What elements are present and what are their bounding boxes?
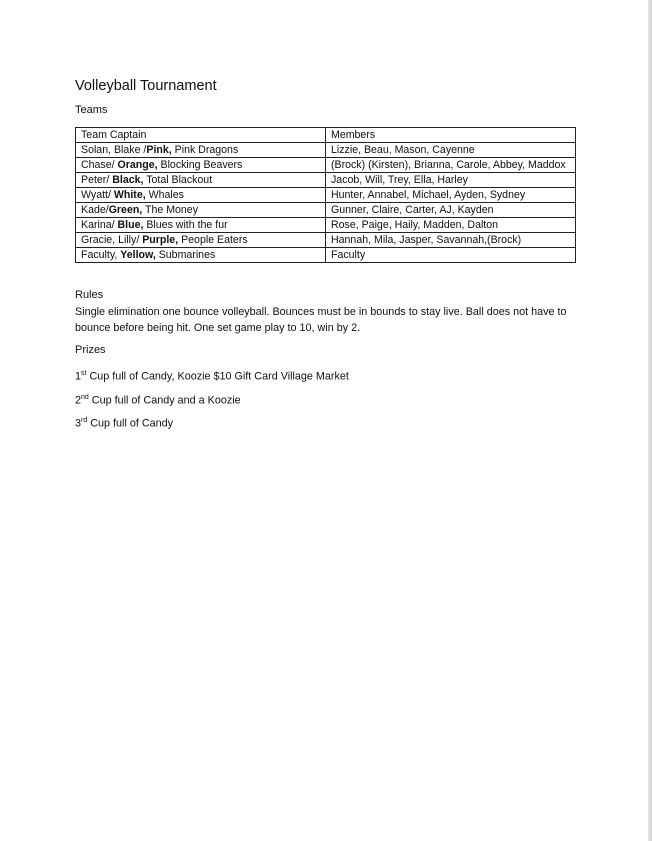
table-row [76, 143, 576, 158]
team-name: Blues with the fur [143, 219, 228, 231]
team-color: Green, [108, 204, 143, 216]
team-color: White, [113, 189, 146, 201]
captain-cell [76, 203, 326, 218]
prize-third [75, 417, 575, 430]
team-color: Black, [112, 174, 144, 186]
team-color: Orange, [117, 159, 158, 171]
captain-names: Faculty, [81, 249, 121, 261]
team-name: Whales [145, 189, 184, 201]
team-color: Pink, [146, 144, 172, 156]
members-cell: Lizzie, Beau, Mason, Cayenne [326, 143, 576, 158]
members-cell: Hannah, Mila, Jasper, Savannah,(Brock) [326, 233, 576, 248]
team-name: The Money [142, 204, 198, 216]
captain-cell [76, 233, 326, 248]
captain-cell [76, 158, 326, 173]
members-cell: Jacob, Will, Trey, Ella, Harley [326, 173, 576, 188]
team-color: Purple, [142, 234, 179, 246]
page-edge [648, 0, 652, 841]
prize-text: Cup full of Candy and a Koozie [88, 394, 241, 407]
captain-names: Peter/ [81, 174, 113, 186]
team-color: Yellow, [120, 249, 156, 261]
rules-heading: Rules [75, 289, 104, 301]
table-row [76, 218, 576, 233]
prize-ordinal: nd [81, 393, 89, 401]
team-name: Pink Dragons [171, 144, 239, 156]
members-cell: Faculty [326, 248, 576, 263]
captain-cell [76, 188, 326, 203]
captain-names: Chase/ [81, 159, 118, 171]
team-color: Blue, [117, 219, 144, 231]
document-body [75, 78, 575, 441]
prize-number: 1 [75, 370, 82, 383]
document-title: Volleyball Tournament [75, 78, 217, 94]
members-cell: Rose, Paige, Haily, Madden, Dalton [326, 218, 576, 233]
members-cell: Hunter, Annabel, Michael, Ayden, Sydney [326, 188, 576, 203]
captain-cell [76, 173, 326, 188]
members-cell: Gunner, Claire, Carter, AJ, Kayden [326, 203, 576, 218]
teams-table [75, 127, 576, 263]
table-row [76, 233, 576, 248]
prize-first [75, 370, 575, 383]
team-name: Blocking Beavers [157, 159, 243, 171]
prize-ordinal: rd [81, 417, 88, 425]
captain-cell [76, 248, 326, 263]
header-team-captain: Team Captain [76, 128, 326, 143]
teams-heading: Teams [75, 104, 108, 116]
table-row [76, 158, 576, 173]
prizes-heading: Prizes [75, 344, 106, 356]
table-row [76, 203, 576, 218]
captain-names: Kade/ [81, 204, 109, 216]
prize-number: 3 [75, 417, 82, 430]
rules-text: Single elimination one bounce volleyball. Bounces must be in bounds to stay live. Ball does not have to bounce before being hit. One set game play to 10, win by 2. [75, 306, 567, 334]
prize-text: Cup full of Candy, Koozie $10 Gift Card Village Market [86, 370, 349, 383]
captain-names: Solan, Blake / [81, 144, 147, 156]
captain-names: Wyatt/ [81, 189, 114, 201]
table-row [76, 248, 576, 263]
table-row [76, 173, 576, 188]
team-name: People Eaters [178, 234, 248, 246]
team-name: Submarines [155, 249, 216, 261]
prize-second [75, 394, 575, 407]
captain-names: Gracie, Lilly/ [81, 234, 143, 246]
prize-ordinal: st [81, 370, 87, 377]
prize-number: 2 [75, 394, 82, 407]
team-name: Total Blackout [143, 174, 213, 186]
captain-cell [76, 143, 326, 158]
captain-names: Karina/ [81, 219, 118, 231]
table-header-row [76, 128, 576, 143]
header-members: Members [326, 128, 576, 143]
table-row [76, 188, 576, 203]
captain-cell [76, 218, 326, 233]
prize-text: Cup full of Candy [87, 417, 174, 430]
members-cell: (Brock) (Kirsten), Brianna, Carole, Abbey, Maddox [326, 158, 576, 173]
